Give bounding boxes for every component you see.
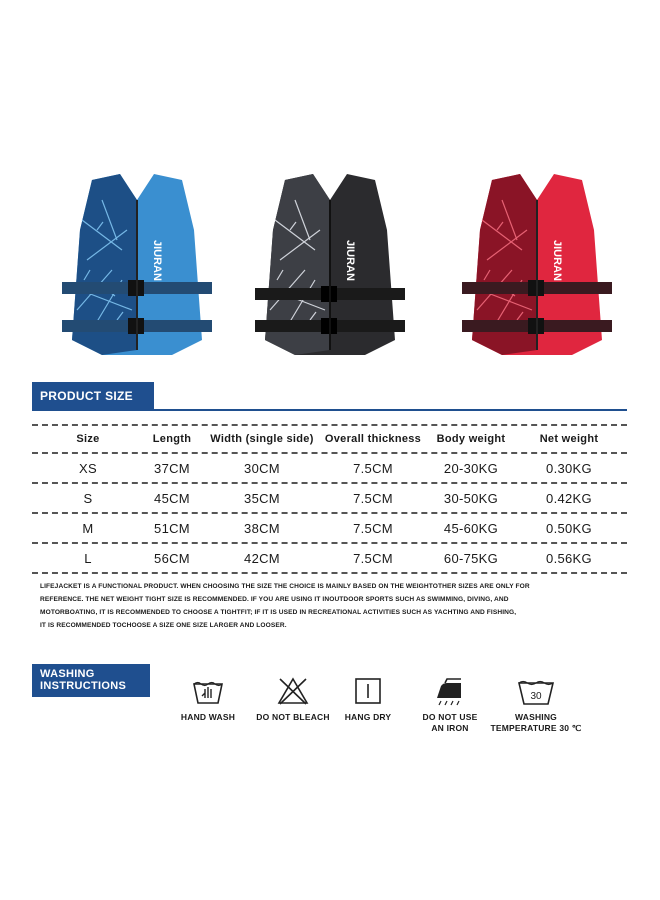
size-table (32, 424, 627, 574)
cell-body-weight: 30-50KG (443, 490, 499, 506)
header-width: Width (single side) (210, 433, 314, 445)
wash-item-do-not-bleach (248, 676, 338, 746)
cell-net-weight: 0.42KG (546, 490, 592, 506)
red-vest-brand: JIURAN (551, 240, 563, 281)
wash-item-do-not-iron (414, 676, 486, 746)
cell-length: 51CM (154, 520, 190, 536)
washing-title-line2: INSTRUCTIONS (40, 680, 127, 692)
table-row (32, 512, 627, 542)
black-vest-image (255, 170, 405, 365)
do-not-iron-label-2: AN IRON (431, 723, 469, 733)
cell-net-weight: 0.50KG (546, 520, 592, 536)
wash-item-hand-wash (172, 676, 244, 746)
cell-size: S (83, 490, 93, 506)
product-size-title: PRODUCT SIZE (32, 382, 154, 410)
header-net-weight: Net weight (539, 433, 599, 445)
wash-item-temperature (484, 676, 588, 746)
cell-length: 45CM (154, 490, 190, 506)
blue-vest-brand: JIURAN (151, 240, 163, 281)
cell-thickness: 7.5CM (353, 460, 393, 476)
cell-size: XS (79, 460, 97, 476)
washing-title-line1: WASHING (40, 668, 95, 680)
cell-length: 37CM (154, 460, 190, 476)
table-row (32, 482, 627, 512)
hang-dry-icon (353, 676, 383, 706)
blue-vest-image (62, 170, 212, 365)
table-row (32, 542, 627, 574)
washing-divider (32, 695, 150, 697)
cell-body-weight: 60-75KG (443, 550, 499, 566)
cell-width: 42CM (244, 550, 280, 566)
product-images (0, 170, 660, 370)
red-vest-image (462, 170, 612, 365)
note-line: LIFEJACKET IS A FUNCTIONAL PRODUCT. WHEN CHOOSING THE SIZE THE CHOICE IS MAINLY BASED ON THE WEIGHTOTHER SIZES ARE ONLY FOR (40, 583, 530, 590)
cell-size: L (84, 550, 92, 566)
cell-width: 38CM (244, 520, 280, 536)
note-line: IT IS RECOMMENDED TOCHOOSE A SIZE ONE SIZE LARGER AND LOOSER. (40, 622, 287, 629)
product-size-divider (32, 409, 627, 411)
size-note (40, 580, 620, 632)
table-header-row (32, 424, 627, 452)
cell-thickness: 7.5CM (353, 490, 393, 506)
note-line: MOTORBOATING, IT IS RECOMMENDED TO CHOOSE A TIGHTFIT; IF IT IS USED IN RECREATIONAL ACTIVITIES SUCH AS YACHTING AND FISHING, (40, 609, 517, 616)
header-length: Length (152, 433, 192, 445)
header-body-weight: Body weight (436, 433, 506, 445)
hang-dry-label: HANG DRY (344, 712, 392, 722)
cell-size: M (82, 520, 94, 536)
cell-net-weight: 0.30KG (546, 460, 592, 476)
cell-body-weight: 45-60KG (443, 520, 499, 536)
cell-width: 35CM (244, 490, 280, 506)
cell-body-weight: 20-30KG (443, 460, 499, 476)
temperature-label-1: WASHING (514, 712, 557, 722)
do-not-iron-label-1: DO NOT USE (422, 712, 478, 722)
hand-wash-icon (191, 676, 225, 706)
cell-net-weight: 0.56KG (546, 550, 592, 566)
temperature-label-2: TEMPERATURE 30 ℃ (490, 723, 582, 733)
do-not-iron-icon (433, 676, 467, 706)
temperature-value: 30 (530, 691, 542, 702)
header-size: Size (76, 433, 100, 445)
wash-item-hang-dry (336, 676, 400, 746)
washing-title (32, 664, 150, 696)
cell-thickness: 7.5CM (353, 550, 393, 566)
black-vest-brand: JIURAN (344, 240, 356, 281)
note-line: REFERENCE. THE NET WEIGHT TIGHT SIZE IS RECOMMENDED. IF YOU ARE USING IT INOUTDOOR SPORTS SUCH AS SWIMMING, DIVING, AND (40, 596, 509, 603)
table-row (32, 452, 627, 482)
header-thickness: Overall thickness (324, 433, 422, 445)
hand-wash-label: HAND WASH (180, 712, 236, 722)
do-not-bleach-icon (276, 676, 310, 706)
washing-temperature-icon (516, 676, 556, 706)
cell-width: 30CM (244, 460, 280, 476)
do-not-bleach-label: DO NOT BLEACH (256, 712, 330, 722)
cell-length: 56CM (154, 550, 190, 566)
cell-thickness: 7.5CM (353, 520, 393, 536)
